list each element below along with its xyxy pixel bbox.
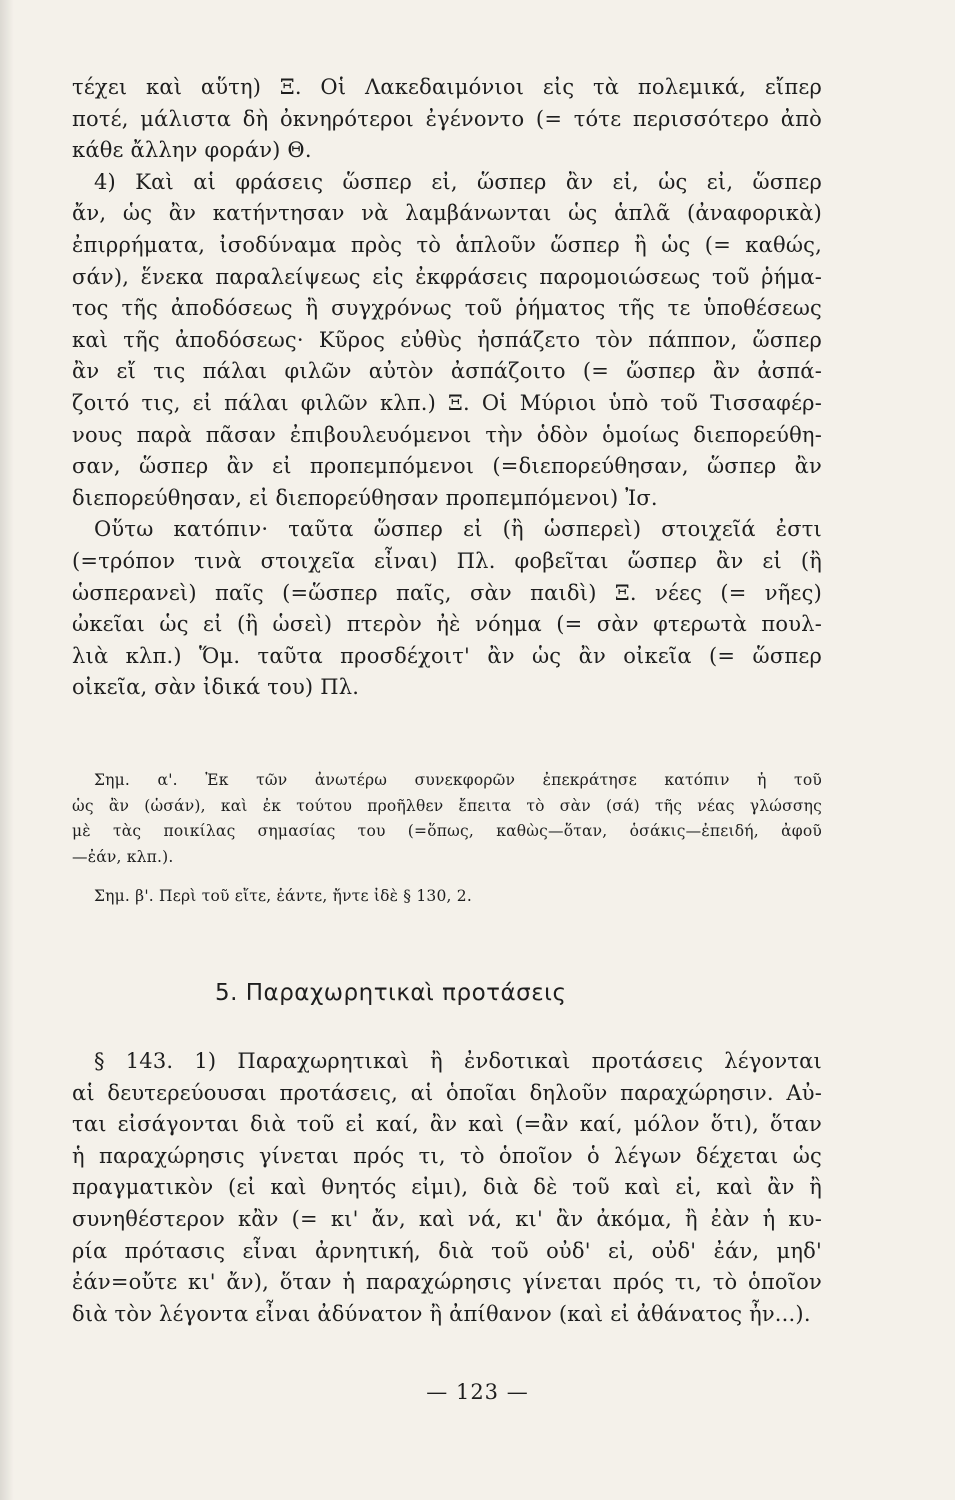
text-line: ὡσπερανεὶ) παῖς (=ὥσπερ παῖς, σὰν παιδὶ) Ξ. νέες (= νῆες) bbox=[72, 580, 822, 605]
note-line: ὡς ἂν (ὡσάν), καὶ ἐκ τούτου προῆλθεν ἔπειτα τὸ σὰν (σά) τῆς νέας γλώσσης bbox=[72, 796, 822, 815]
note-line: Σημ. α'. Ἐκ τῶν ἀνωτέρω συνεκφορῶν ἐπεκράτησε κατόπιν ἡ τοῦ bbox=[94, 771, 822, 789]
text-line: πραγματικὸν (εἰ καὶ θνητός εἰμι), διὰ δὲ τοῦ καὶ εἰ, καὶ ἂν ἢ bbox=[72, 1175, 822, 1200]
text-line: Οὕτω κατόπιν· ταῦτα ὥσπερ εἰ (ἢ ὡσπερεὶ) στοιχεῖά ἐστι bbox=[94, 517, 822, 542]
text-line: § 143. 1) Παραχωρητικαὶ ἢ ἐνδοτικαὶ προτάσεις λέγονται bbox=[94, 1049, 822, 1073]
text-line: οἰκεῖα, σὰν ἰδικά του) Πλ. bbox=[72, 675, 360, 700]
text-line: διεπορεύθησαν, εἰ διεπορεύθησαν προπεμπόμενοι) Ἰσ. bbox=[72, 485, 658, 510]
text-line: ἂν εἴ τις πάλαι φιλῶν αὐτὸν ἀσπάζοιτο (= ὥσπερ ἂν ἀσπά- bbox=[72, 359, 822, 384]
text-line: ρία πρότασις εἶναι ἀρνητική, διὰ τοῦ οὐδ' εἰ, οὐδ' ἐάν, μηδ' bbox=[72, 1238, 822, 1263]
note-line: Σημ. β'. Περὶ τοῦ εἴτε, ἐάντε, ἤντε ἰδὲ § 130, 2. bbox=[94, 887, 473, 905]
text-line: ζοιτό τις, εἰ πάλαι φιλῶν κλπ.) Ξ. Οἱ Μύριοι ὑπὸ τοῦ Τισσαφέρ- bbox=[72, 390, 822, 415]
text-line: σαν, ὥσπερ ἂν εἰ προπεμπόμενοι (=διεπορεύθησαν, ὥσπερ ἂν bbox=[72, 454, 822, 479]
text-line: ται εἰσάγονται διὰ τοῦ εἰ καί, ἂν καὶ (=ἂν καί, μόλον ὅτι), ὅταν bbox=[72, 1112, 822, 1137]
text-line: ἐάν=οὔτε κι' ἄν), ὅταν ἡ παραχώρησις γίνεται πρός τι, τὸ ὁποῖον bbox=[72, 1270, 822, 1295]
text-line: τέχει καὶ αὕτη) Ξ. Οἱ Λακεδαιμόνιοι εἰς τὰ πολεμικά, εἴπερ bbox=[72, 75, 822, 99]
text-line: συνηθέστερον κἂν (= κι' ἄν, καὶ νά, κι' ἂν ἀκόμα, ἢ ἐὰν ἡ κυ- bbox=[72, 1206, 822, 1231]
text-line: κάθε ἄλλην φοράν) Θ. bbox=[72, 138, 312, 163]
note-line: —ἐάν, κλπ.). bbox=[72, 847, 174, 866]
text-line: νους παρὰ πᾶσαν ἐπιβουλευόμενοι τὴν ὁδὸν ὁμοίως διεπορεύθη- bbox=[72, 422, 822, 447]
text-line: (=τρόπον τινὰ στοιχεῖα εἶναι) Πλ. φοβεῖται ὥσπερ ἂν εἰ (ἢ bbox=[72, 548, 822, 573]
text-line: ὠκεῖαι ὡς εἰ (ἢ ὡσεὶ) πτερὸν ἠὲ νόημα (= σὰν φτερωτὰ πουλ- bbox=[72, 612, 822, 637]
text-line: αἱ δευτερεύουσαι προτάσεις, αἱ ὁποῖαι δηλοῦν παραχώρησιν. Αὐ- bbox=[72, 1080, 822, 1105]
section-paragraph-block bbox=[72, 1046, 822, 1330]
notes-block bbox=[72, 768, 822, 910]
text-line: ἡ παραχώρησις γίνεται πρός τι, τὸ ὁποῖον ὁ λέγων δέχεται ὡς bbox=[72, 1143, 822, 1168]
page-number: — 123 — bbox=[426, 1380, 529, 1404]
text-line: ποτέ, μάλιστα δὴ ὀκνηρότεροι ἐγένοντο (= τότε περισσότερο ἀπὸ bbox=[72, 106, 822, 131]
note-line: μὲ τὰς ποικίλας σημασίας του (=ὅπως, καθὼς—ὅταν, ὁσάκις—ἐπειδή, ἀφοῦ bbox=[72, 822, 822, 840]
page-edge-shadow bbox=[0, 0, 14, 1500]
text-line: διὰ τὸν λέγοντα εἶναι ἀδύνατον ἢ ἀπίθανον (καὶ εἰ ἀθάνατος ἦν...). bbox=[72, 1301, 811, 1326]
section-heading: 5. Παραχωρητικαὶ προτάσεις bbox=[215, 980, 567, 1006]
text-line: καὶ τῆς ἀποδόσεως· Κῦρος εὐθὺς ἠσπάζετο τὸν πάππον, ὥσπερ bbox=[72, 327, 822, 352]
text-line: ἐπιρρήματα, ἰσοδύναμα πρὸς τὸ ἁπλοῦν ὥσπερ ἢ ὡς (= καθώς, bbox=[72, 232, 822, 257]
text-line: λιὰ κλπ.) Ὅμ. ταῦτα προσδέχοιτ' ἂν ὡς ἂν οἰκεῖα (= ὥσπερ bbox=[72, 643, 822, 668]
main-paragraph-block bbox=[72, 72, 822, 704]
text-line: σάν), ἕνεκα παραλείψεως εἰς ἐκφράσεις παρομοιώσεως τοῦ ῥήμα- bbox=[72, 264, 822, 289]
text-line: ἄν, ὡς ἂν κατήντησαν νὰ λαμβάνωνται ὡς ἁπλᾶ (ἀναφορικὰ) bbox=[72, 201, 822, 226]
text-line: τος τῆς ἀποδόσεως ἢ συγχρόνως τοῦ ῥήματος τῆς τε ὑποθέσεως bbox=[72, 296, 822, 321]
text-line: 4) Καὶ αἱ φράσεις ὥσπερ εἰ, ὥσπερ ἂν εἰ, ὡς εἰ, ὥσπερ bbox=[94, 169, 822, 194]
